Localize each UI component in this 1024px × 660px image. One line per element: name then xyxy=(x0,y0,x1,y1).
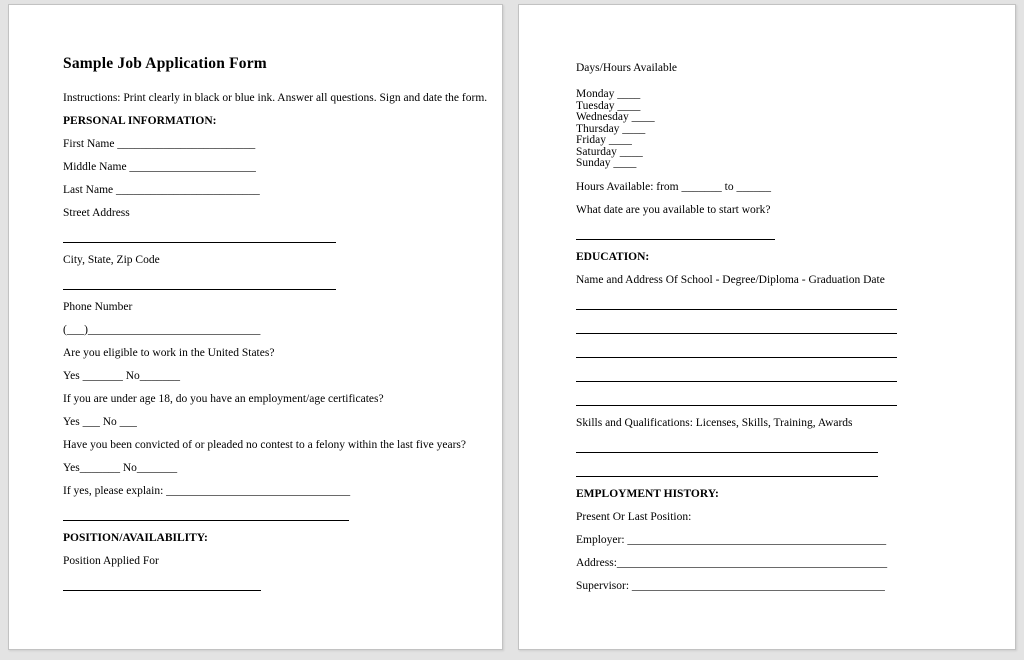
blank-line-skills-1[interactable] xyxy=(576,440,878,453)
blank-line-education-2[interactable] xyxy=(576,321,897,334)
field-eligible-yes-no[interactable]: Yes _______ No_______ xyxy=(63,370,181,382)
section-heading-position-availability: POSITION/AVAILABILITY: xyxy=(63,532,208,544)
field-day-sunday[interactable]: Sunday ____ xyxy=(576,157,637,169)
field-phone-number[interactable]: (___)______________________________ xyxy=(63,324,261,336)
field-under-18-yes-no[interactable]: Yes ___ No ___ xyxy=(63,416,137,428)
section-heading-education: EDUCATION: xyxy=(576,250,650,263)
blank-line-education-1[interactable] xyxy=(576,297,897,310)
field-employer[interactable]: Employer: _____________________________________________ xyxy=(576,533,887,546)
blank-line-felony-explain[interactable] xyxy=(63,508,349,521)
field-hours-available[interactable]: Hours Available: from _______ to ______ xyxy=(576,180,771,193)
label-skills-qualifications: Skills and Qualifications: Licenses, Skills, Training, Awards xyxy=(576,416,853,429)
label-present-or-last-position: Present Or Last Position: xyxy=(576,510,692,523)
form-instructions: Instructions: Print clearly in black or blue ink. Answer all questions. Sign and date the form. xyxy=(63,92,488,104)
blank-line-city-state-zip[interactable] xyxy=(63,277,336,290)
question-under-18-certificates: If you are under age 18, do you have an employment/age certificates? xyxy=(63,393,384,405)
label-days-hours-available: Days/Hours Available xyxy=(576,62,678,74)
days-checklist xyxy=(576,85,991,170)
field-day-wednesday[interactable]: Wednesday ____ xyxy=(576,111,655,123)
field-day-friday[interactable]: Friday ____ xyxy=(576,134,632,146)
question-felony-conviction: Have you been convicted of or pleaded no contest to a felony within the last five years? xyxy=(63,439,466,451)
field-address[interactable]: Address:_______________________________________________ xyxy=(576,556,888,569)
blank-line-skills-2[interactable] xyxy=(576,464,878,477)
blank-line-street-address[interactable] xyxy=(63,230,336,243)
blank-line-education-5[interactable] xyxy=(576,393,897,406)
field-supervisor[interactable]: Supervisor: ____________________________________________ xyxy=(576,579,885,592)
field-day-thursday[interactable]: Thursday ____ xyxy=(576,122,646,135)
question-start-date: What date are you available to start work? xyxy=(576,203,771,216)
question-eligible-to-work: Are you eligible to work in the United States? xyxy=(63,347,275,359)
page-2 xyxy=(518,4,1016,650)
label-position-applied-for: Position Applied For xyxy=(63,555,159,567)
label-phone-number: Phone Number xyxy=(63,301,133,313)
blank-line-position-applied-for[interactable] xyxy=(63,578,261,591)
section-heading-personal-information: PERSONAL INFORMATION: xyxy=(63,115,217,127)
field-first-name[interactable]: First Name ________________________ xyxy=(63,138,256,150)
label-city-state-zip: City, State, Zip Code xyxy=(63,254,160,266)
field-middle-name[interactable]: Middle Name ______________________ xyxy=(63,161,256,173)
blank-line-education-4[interactable] xyxy=(576,369,897,382)
field-day-saturday[interactable]: Saturday ____ xyxy=(576,145,643,158)
form-title: Sample Job Application Form xyxy=(63,55,267,72)
blank-line-education-3[interactable] xyxy=(576,345,897,358)
field-felony-explain[interactable]: If yes, please explain: ________________________________ xyxy=(63,485,351,497)
field-day-monday[interactable]: Monday ____ xyxy=(576,88,641,100)
page-1 xyxy=(8,4,503,650)
section-heading-employment-history: EMPLOYMENT HISTORY: xyxy=(576,487,719,500)
label-street-address: Street Address xyxy=(63,207,130,219)
field-last-name[interactable]: Last Name _________________________ xyxy=(63,184,260,196)
field-felony-yes-no[interactable]: Yes_______ No_______ xyxy=(63,462,178,474)
blank-line-start-date[interactable] xyxy=(576,227,775,240)
label-school-degree-graduation: Name and Address Of School - Degree/Diploma - Graduation Date xyxy=(576,273,885,286)
field-day-tuesday[interactable]: Tuesday ____ xyxy=(576,99,641,112)
